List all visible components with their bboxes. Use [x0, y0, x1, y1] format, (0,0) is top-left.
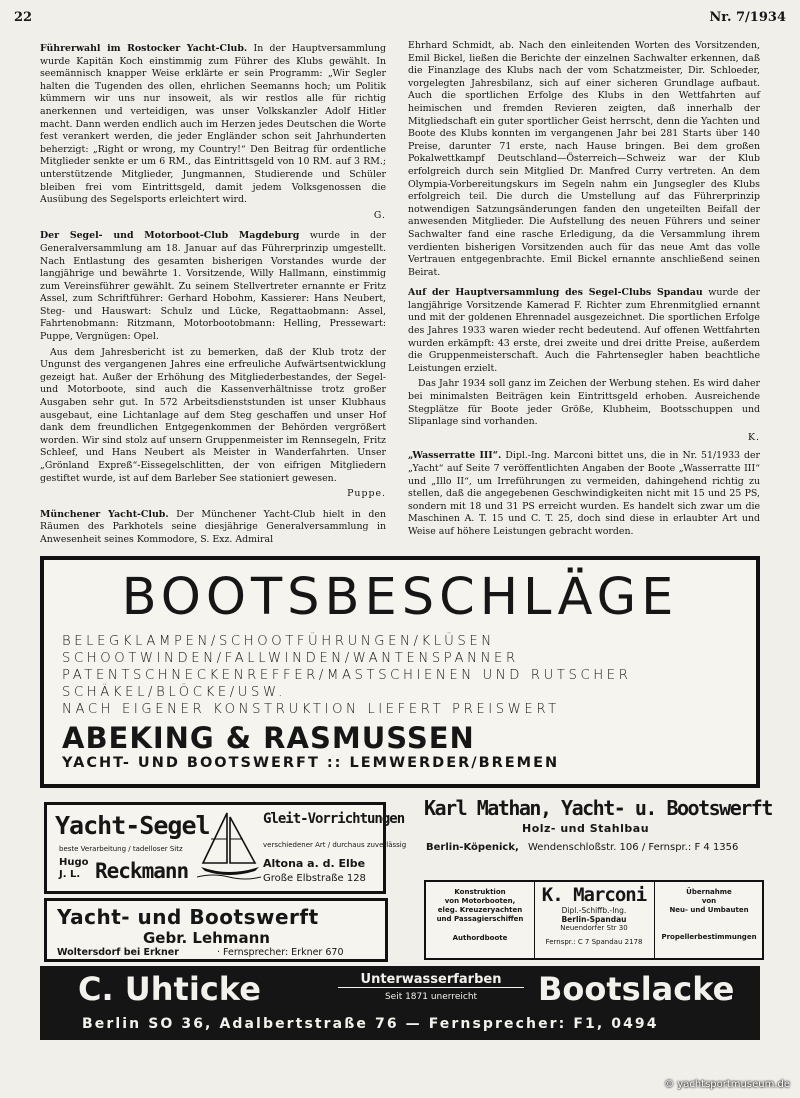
ad-main-line-1: BELEGKLAMPEN/SCHOOTFÜHRUNGEN/KLÜSEN: [62, 634, 495, 649]
article-spandau-signature: K.: [748, 431, 760, 443]
sailboat-icon: [197, 809, 261, 881]
reckmann-street: Große Elbstraße 128: [263, 873, 366, 884]
ad-main-line-3: PATENTSCHNECKENREFFER/MASTSCHIENEN UND RUTSCHER: [62, 668, 632, 683]
article-spandau-title: Auf der Hauptversammlung des Segel-Clubs Spandau: [408, 287, 703, 299]
uhticke-address: Berlin SO 36, Adalbertstraße 76 — Fernsprecher: F1, 0494: [82, 1016, 659, 1032]
uhticke-right: Bootslacke: [538, 970, 735, 1008]
ad-main-line-5: NACH EIGENER KONSTRUKTION LIEFERT PREISWERT: [62, 702, 560, 717]
ad-lehmann: [44, 898, 388, 962]
marconi-city: Berlin-Spandau: [561, 915, 627, 924]
marconi-title: Dipl.-Schiffb.-Ing.: [561, 906, 627, 915]
marconi-left-1: Konstruktion: [454, 888, 506, 896]
reckmann-sub: beste Verarbeitung / tadelloser Sitz: [59, 845, 183, 853]
mathan-city: Berlin-Köpenick,: [426, 842, 519, 853]
reckmann-hugo: Hugo: [59, 857, 89, 868]
ad-marconi: [424, 880, 764, 960]
article-rostock-signature: G.: [373, 209, 386, 221]
marconi-right: [658, 888, 760, 942]
ad-main-company: ABEKING & RASMUSSEN: [62, 721, 475, 755]
reckmann-city: Altona a. d. Elbe: [263, 857, 366, 870]
article-magdeburg-body: wurde in der Generalversammlung am 18. Januar auf das Führerprinzip umgestellt. Nach Entlastung des gesamten bisherigen Vorstandes wurde der langjährige und bewährte 1. Vorsitzende, Willy Hallmann, einstimmig zum Vereinsführer gewählt. Zu seinem Stellvertreter ernannte er Fritz Assel, zum Schriftführer: Gerhard Hobohm, Kassierer: Hans Neubert, Steg- und Hauswart: Schulz und Lücke, Regattaobmann: Assel, Fahrtenobmann: Ritzmann, Motorbootobmann: Helling, Pressewart: Puppe, Vergnügen: Opel.: [40, 230, 386, 343]
ad-main-tagline: YACHT- UND BOOTSWERFT :: LEMWERDER/BREMEN: [62, 755, 560, 771]
issue-number: Nr. 7/1934: [709, 10, 786, 25]
left-column: [40, 40, 386, 550]
right-column: [408, 40, 760, 542]
marconi-left-4: und Passagierschiffen: [436, 915, 524, 923]
marconi-right-3: Neu- und Umbauten: [669, 906, 749, 914]
reckmann-title-2: Gleit-Vorrichtungen: [263, 811, 405, 827]
reckmann-title: Yacht-Segel: [55, 811, 210, 840]
lehmann-name: Gebr. Lehmann: [143, 929, 270, 947]
mathan-name: Karl Mathan, Yacht- u. Bootswerft: [424, 796, 772, 820]
marconi-left-2: von Motorbooten,: [444, 897, 516, 905]
article-wasserratte-title: „Wasserratte III“.: [408, 450, 502, 462]
marconi-right-1: Übernahme: [686, 888, 732, 896]
article-rostock-body: In der Hauptversammlung wurde Kapitän Koch einstimmig zum Führer des Klubs gewählt. In seemännisch knapper Weise erklärte er sein Programm: „Wir Segler halten die Tugenden des ollen, ehrlichen Seemanns hoch; um Politik kümmern wir uns nur insoweit, als wir restlos alle für richtig anerkennen und verteidigen, was unser Volkskanzler Adolf Hitler macht. Dann werden endlich auch im Herzen jedes Deutschen die Worte fest verankert werden, die jeder Engländer schon seit Jahrhunderten beherzigt: „Right or wrong, my Country!“ Den Beitrag für ordentliche Mitglieder senkte er um 6 RM., das Eintrittsgeld von 10 RM. auf 3 RM.; unterstützende Mitglieder, Jungmannen, Studierende und Schüler bleiben frei vom Eintrittsgeld, damit jedem Volksgenossen die Ausübung des Segelsports erleichtert wird.: [40, 43, 387, 206]
article-muenchen-body: Der Münchener Yacht-Club hielt in den Räumen des Parkhotels seine diesjährige Generalversammlung in Anwesenheit seines Kommodore, S. Exz. Admiral: [40, 508, 386, 545]
marconi-phone: Fernspr.: C 7 Spandau 2178: [545, 938, 643, 946]
lehmann-place: Woltersdorf bei Erkner: [57, 947, 179, 958]
marconi-center: [538, 884, 650, 946]
ad-abeking-rasmussen: [40, 556, 760, 788]
reckmann-name: Reckmann: [95, 859, 189, 883]
ad-main-line-2: SCHOOTWINDEN/FALLWINDEN/WANTENSPANNER: [62, 651, 519, 666]
copyright-notice: © yachtsportmuseum.de: [664, 1079, 790, 1090]
marconi-street: Neuendorfer Str 30: [560, 924, 628, 932]
reckmann-initials: J. L.: [59, 869, 81, 880]
marconi-divider-right: [654, 882, 655, 958]
article-rostock-title: Führerwahl im Rostocker Yacht-Club.: [40, 43, 248, 54]
lehmann-phone: · Fernsprecher: Erkner 670: [217, 947, 344, 958]
reckmann-sub-2: verschiedener Art / durchaus zuverlässig: [263, 841, 407, 849]
uhticke-mid-2: Seit 1871 unerreicht: [384, 992, 478, 1002]
marconi-name: K. Marconi: [541, 884, 647, 906]
marconi-left-5: Authordboote: [452, 934, 508, 942]
uhticke-name: C. Uhticke: [78, 970, 261, 1008]
article-magdeburg-body-2: Aus dem Jahresbericht ist zu bemerken, daß der Klub trotz der Ungunst des vergangenen Jahres eine erfreuliche Aufwärtsentwicklung gezeigt hat. Außer der Erhöhung des Mitgliederbestandes, der Segel- und Motorboote, sind auch die Kassenverhältnisse trotz großer Ausgaben sehr gut. In 572 Arbeitsdienststunden ist unser Klubhaus ausgebaut, eine Lichtanlage auf dem Steg geschaffen und unser Hof dank dem freundlichen Entgegenkommen der Behörden vergrößert worden. Wir sind stolz auf unsern Gruppenmeister im Rennsegeln, Fritz Schleef, und Hans Neubert als Meister in Wanderfahrten. Unser „Grönland Expreß“-Eissegelschlitten, der von eifrigen Mitgliedern gestiftet wurde, ist auf dem Barleber See stationiert gewesen.: [40, 346, 386, 484]
marconi-divider-left: [534, 882, 535, 958]
uhticke-mid-1: Unterwasserfarben: [338, 972, 524, 988]
article-muenchen-title: Münchener Yacht-Club.: [40, 508, 169, 520]
article-spandau-body: wurde der langjährige Vorsitzende Kamerad F. Richter zum Ehrenmitglied ernannt und mit der goldenen Ehrennadel ausgezeichnet. Die sportlichen Erfolge des Jahres 1933 waren wieder recht bedeutend. Auf offenen Wettfahrten wurden erkämpft: 43 erste, drei zweite und drei dritte Preise, außerdem die Gruppenmeisterschaft. Auch die Fahrtensegler haben beachtliche Leistungen erzielt.: [408, 287, 761, 374]
ad-reckmann: [44, 802, 407, 894]
article-muenchen-continued: Ehrhard Schmidt, ab. Nach den einleitenden Worten des Vorsitzenden, Emil Bickel, ließen die Berichte der einzelnen Sachwalter erkennen, daß die Finanzlage des Klubs nach der vom Schatzmeister, Dir. Schloeder, vorgelegten Jahresbilanz, sich auf einer sicheren Grundlage aufbaut. Auch die sportlichen Erfolge des Klubs in den Wettfahrten auf heimischen und fremden Revieren zeigten, daß innerhalb der Mitgliedschaft ein guter sportlicher Geist herrscht, denn die Yachten und Boote des Klubs konnten im vergangenen Jahr bei 281 Starts über 140 Preise, darunter 71 erste, nach Hause bringen. Bei dem großen Pokalwettkampf Deutschland—Österreich—Schweiz war der Klub erfolgreich durch sein Mitglied Dr. Manfred Curry vertreten. An dem Olympia-Vorbereitungskurs im Segeln nahm ein Jungsegler des Klubs erfolgreich teil. Die durch die Umstellung auf das Führerprinzip notwendigen Satzungsänderungen fanden den ungeteilten Beifall der anwesenden Mitglieder. Die Aufstellung des neuen Führers und seiner Sachwalter fand eine rasche Erledigung, da die Versammlung ihrem verdienten bisherigen Vorsitzenden auch für das neue Amt das volle Vertrauen entgegenbrachte. Emil Bickel ernannte anschließend seinen Beirat.: [408, 40, 760, 278]
article-wasserratte-body: Dipl.-Ing. Marconi bittet uns, die in Nr. 51/1933 der „Yacht“ auf Seite 7 veröffentlichten Angaben der Boote „Wasserratte III“ und „Illo II“, um Irreführungen zu vermeiden, dahingehend richtig zu stellen, daß die angegebenen Geschwindigkeiten nicht mit 15 und 25 PS, sondern mit 18 und 31 PS erreicht wurden. Es handelt sich zwar um die Maschinen A. T. 15 und C. T. 25, doch sind diese in erlaubter Art und Weise auf höhere Leistungen gebracht worden.: [408, 450, 761, 537]
marconi-right-4: Propellerbestimmungen: [661, 933, 757, 941]
marconi-left-3: eleg. Kreuzeryachten: [437, 906, 523, 914]
ad-uhticke: [40, 966, 760, 1040]
mathan-sub: Holz- und Stahlbau: [522, 822, 650, 835]
article-magdeburg-signature: Puppe.: [347, 488, 386, 500]
page-number: 22: [14, 10, 33, 25]
mathan-address: Wendenschloßstr. 106 / Fernspr.: F 4 1356: [528, 842, 739, 853]
article-magdeburg-title: Der Segel- und Motorboot-Club Magdeburg: [40, 230, 300, 242]
ad-main-line-4: SCHÄKEL/BLÖCKE/USW.: [62, 685, 286, 700]
marconi-right-2: von: [701, 897, 717, 905]
ad-mathan: [404, 796, 772, 868]
article-spandau-body-2: Das Jahr 1934 soll ganz im Zeichen der Werbung stehen. Es wird daher bei minimalsten Beiträgen kein Eintrittsgeld erhoben. Ausreichende Stegplätze für Boote jeder Größe, Klubheim, Bootsschuppen und Slipanlage sind vorhanden.: [408, 378, 760, 428]
lehmann-title: Yacht- und Bootswerft: [57, 905, 319, 929]
marconi-left: [430, 888, 530, 943]
ad-main-title: BOOTSBESCHLÄGE: [121, 568, 679, 627]
